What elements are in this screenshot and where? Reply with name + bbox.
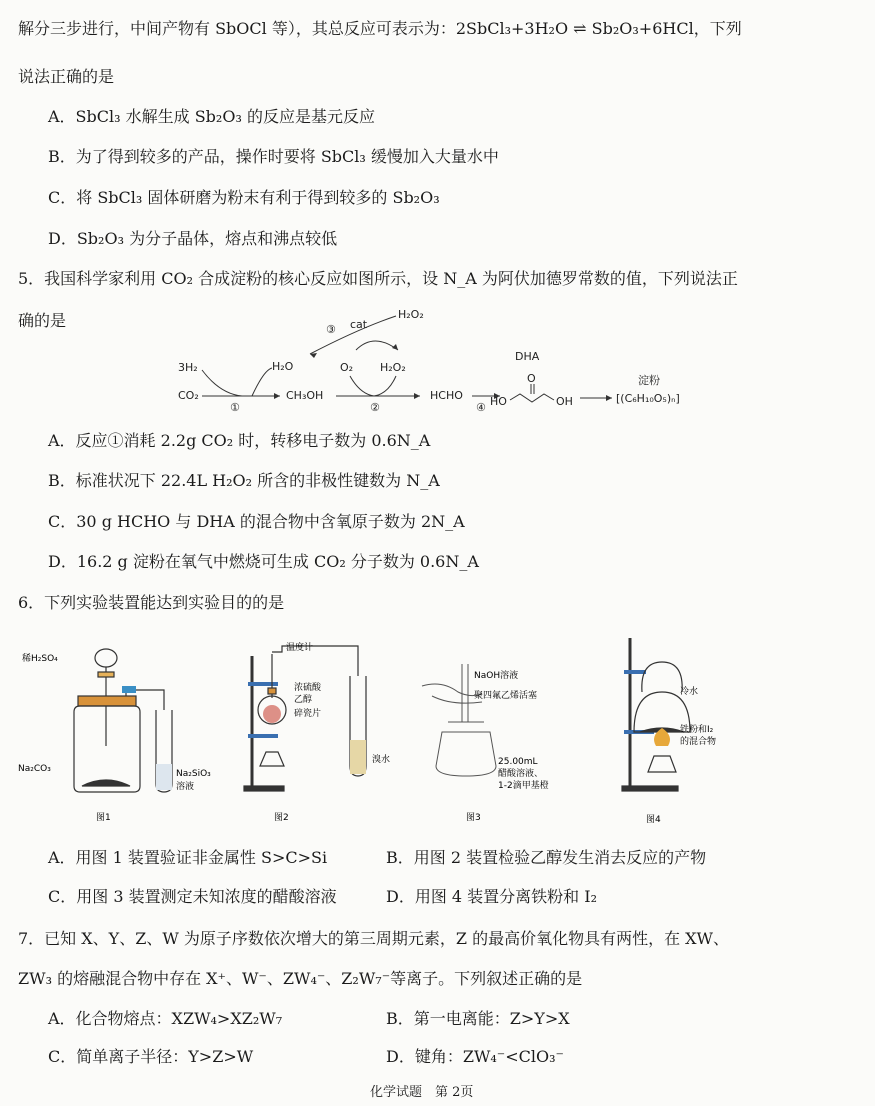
q6-stem: 6．下列实验装置能达到实验目的的是 — [18, 593, 285, 612]
figure-1-caption: 图1 — [96, 813, 111, 823]
fig4-mix1-label: 铁粉和I₂ — [680, 725, 714, 735]
figure-4-apparatus — [600, 632, 740, 826]
fig1-acid-label: 稀H₂SO₄ — [22, 654, 58, 664]
q6-option-d: D．用图 4 装置分离铁粉和 I₂ — [386, 887, 598, 906]
diagram-h2o-1: H₂O — [272, 360, 294, 373]
q4-option-c: C．将 SbCl₃ 固体研磨为粉末有利于得到较多的 Sb₂O₃ — [48, 188, 440, 207]
diagram-o2: O₂ — [340, 361, 354, 374]
page-footer: 化学试题 第 2页 — [370, 1085, 474, 1100]
figure-3-apparatus — [412, 636, 582, 826]
figure-2-apparatus — [238, 636, 408, 826]
fig3-indicator-label: 1-2滴甲基橙 — [498, 781, 549, 791]
diagram-dha-o: O — [527, 372, 536, 385]
diagram-co2: CO₂ — [178, 389, 199, 402]
fig2-chips-label: 碎瓷片 — [294, 709, 322, 719]
fig3-naoh-label: NaOH溶液 — [474, 671, 519, 681]
q5-option-c: C．30 g HCHO 与 DHA 的混合物中含氧原子数为 2N_A — [48, 512, 465, 531]
diagram-h2: 3H₂ — [178, 361, 198, 374]
q4-option-d: D．Sb₂O₃ 为分子晶体，熔点和沸点较低 — [48, 229, 338, 248]
fig3-acid-label: 醋酸溶液、 — [498, 769, 544, 779]
diagram-starch-label: 淀粉 — [638, 374, 660, 387]
diagram-dha-ho: HO — [490, 395, 507, 408]
q5-option-a: A．反应①消耗 2.2g CO₂ 时，转移电子数为 0.6N_A — [48, 431, 431, 450]
figure-3-caption: 图3 — [466, 813, 481, 823]
figure-1-apparatus — [18, 636, 218, 826]
fig1-salt-label: Na₂CO₃ — [18, 764, 51, 774]
fig3-burette-label: 聚四氟乙烯活塞 — [474, 691, 538, 701]
figure-2-caption: 图2 — [274, 813, 289, 823]
q5-option-d: D．16.2 g 淀粉在氧气中燃烧可生成 CO₂ 分子数为 0.6N_A — [48, 552, 479, 571]
fig3-volume-label: 25.00mL — [498, 757, 538, 767]
diagram-step3: ③ — [326, 323, 336, 336]
fig2-thermometer-label: 温度计 — [286, 643, 314, 653]
q5-stem-line2: 确的是 — [18, 311, 67, 330]
q4-stem-line1: 解分三步进行，中间产物有 SbOCl 等），其总反应可表示为：2SbCl₃+3H₂O ⇌ Sb₂O₃+6HCl，下列 — [18, 19, 742, 38]
q6-option-b: B．用图 2 装置检验乙醇发生消去反应的产物 — [386, 848, 707, 867]
diagram-dha-label: DHA — [515, 350, 540, 363]
fig2-bromine-label: 溴水 — [372, 755, 391, 765]
fig4-mix2-label: 的混合物 — [680, 737, 717, 747]
diagram-hcho: HCHO — [430, 389, 463, 402]
fig1-sol1-label: Na₂SiO₃ — [176, 769, 211, 779]
q4-option-a: A．SbCl₃ 水解生成 Sb₂O₃ 的反应是基元反应 — [48, 107, 375, 126]
q6-option-a: A．用图 1 装置验证非金属性 S>C>Si — [48, 848, 328, 867]
q7-stem-line1: 7．已知 X、Y、Z、W 为原子序数依次增大的第三周期元素，Z 的最高价氧化物具有两性，在 XW、 — [18, 929, 729, 948]
q5-option-b: B．标准状况下 22.4L H₂O₂ 所含的非极性键数为 N_A — [48, 471, 440, 490]
diagram-step2: ② — [370, 401, 380, 414]
q6-option-c: C．用图 3 装置测定未知浓度的醋酸溶液 — [48, 887, 337, 906]
diagram-cat: cat — [350, 318, 368, 331]
fig2-reagent2-label: 乙醇 — [294, 695, 313, 705]
q5-stem-line1: 5．我国科学家利用 CO₂ 合成淀粉的核心反应如图所示，设 N_A 为阿伏加德罗常数的值，下列说法正 — [18, 269, 738, 288]
diagram-step4: ④ — [476, 401, 486, 414]
diagram-h2o2-top: H₂O₂ — [398, 308, 424, 321]
co2-to-starch-diagram — [160, 298, 720, 416]
q7-option-d: D．键角：ZW₄⁻<ClO₃⁻ — [386, 1047, 564, 1066]
q7-option-c: C．简单离子半径：Y>Z>W — [48, 1047, 254, 1066]
diagram-starch-formula: [(C₆H₁₀O₅)ₙ] — [616, 392, 680, 405]
q7-option-b: B．第一电离能：Z>Y>X — [386, 1009, 570, 1028]
diagram-ch3oh: CH₃OH — [286, 389, 324, 402]
fig4-water-label: 冷水 — [680, 687, 699, 697]
figure-4-caption: 图4 — [646, 815, 661, 825]
diagram-step1: ① — [230, 401, 240, 414]
q7-option-a: A．化合物熔点：XZW₄>XZ₂W₇ — [48, 1009, 283, 1028]
q4-stem-line2: 说法正确的是 — [18, 67, 115, 86]
fig2-reagent1-label: 浓硫酸 — [294, 683, 322, 693]
fig1-sol2-label: 溶液 — [176, 782, 195, 792]
diagram-h2o2-mid: H₂O₂ — [380, 361, 406, 374]
q4-option-b: B．为了得到较多的产品，操作时要将 SbCl₃ 缓慢加入大量水中 — [48, 147, 499, 166]
diagram-dha-oh: OH — [556, 395, 573, 408]
q7-stem-line2: ZW₃ 的熔融混合物中存在 X⁺、W⁻、ZW₄⁻、Z₂W₇⁻等离子。下列叙述正确的是 — [18, 969, 583, 988]
